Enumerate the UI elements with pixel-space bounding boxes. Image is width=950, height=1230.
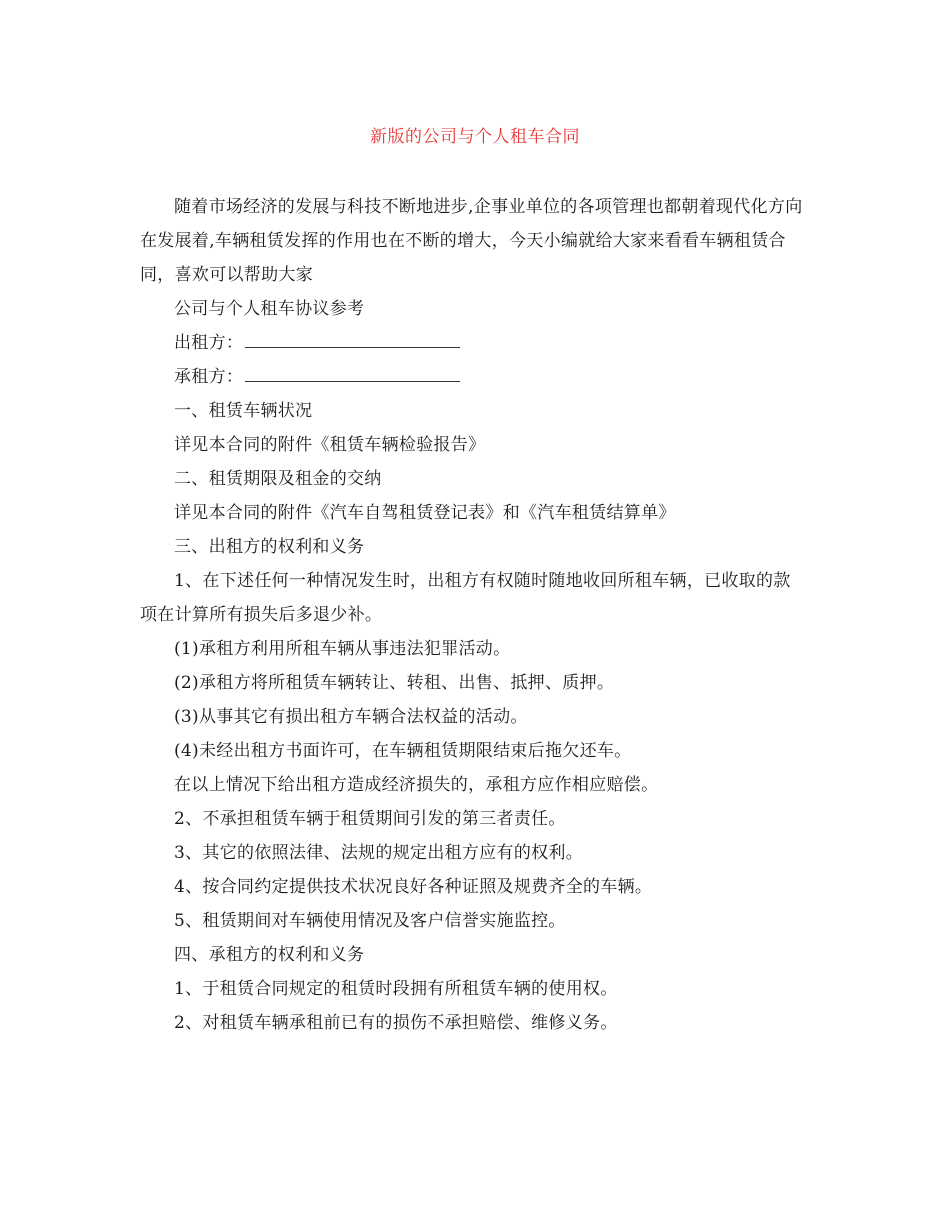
clause-paragraph: 一、租赁车辆状况 bbox=[174, 401, 313, 421]
document-title: 新版的公司与个人租车合同 bbox=[370, 127, 580, 147]
lessee-line bbox=[140, 360, 805, 394]
clause-paragraph: (4)未经出租方书面许可，在车辆租赁期限结束后拖欠还车。 bbox=[174, 741, 632, 761]
clause-paragraph: 2、不承担租赁车辆于租赁期间引发的第三者责任。 bbox=[174, 809, 566, 829]
intro-paragraph: 随着市场经济的发展与科技不断地进步,企事业单位的各项管理也都朝着现代化方向在发展着,车辆租赁发挥的作用也在不断的增大，今天小编就给大家来看看车辆租赁合同，喜欢可以帮助大家 bbox=[140, 197, 803, 285]
lessor-blank bbox=[245, 329, 460, 348]
lessee-label: 承租方： bbox=[174, 367, 244, 387]
document-body bbox=[140, 190, 805, 1040]
clause-paragraph: (1)承租方利用所租车辆从事违法犯罪活动。 bbox=[174, 639, 511, 659]
clause-paragraph: 三、出租方的权利和义务 bbox=[174, 537, 365, 557]
clause-paragraph: 二、租赁期限及租金的交纳 bbox=[174, 469, 382, 489]
lessor-line bbox=[140, 326, 805, 360]
clause-paragraph: 3、其它的依照法律、法规的规定出租方应有的权利。 bbox=[174, 843, 584, 863]
clause-paragraph: 5、租赁期间对车辆使用情况及客户信誉实施监控。 bbox=[174, 911, 566, 931]
clause-paragraph: 详见本合同的附件《租赁车辆检验报告》 bbox=[174, 435, 486, 455]
lessee-blank bbox=[245, 363, 460, 382]
agreement-subtitle: 公司与个人租车协议参考 bbox=[174, 299, 365, 319]
clause-paragraph: (3)从事其它有损出租方车辆合法权益的活动。 bbox=[174, 707, 528, 727]
clause-paragraph: (2)承租方将所租赁车辆转让、转租、出售、抵押、质押。 bbox=[174, 673, 615, 693]
clause-paragraph: 2、对租赁车辆承租前已有的损伤不承担赔偿、维修义务。 bbox=[174, 1013, 618, 1033]
clause-paragraph: 1、在下述任何一种情况发生时，出租方有权随时随地收回所租车辆，已收取的款项在计算所有损失后多退少补。 bbox=[140, 571, 791, 625]
lessor-label: 出租方： bbox=[174, 333, 244, 353]
clause-paragraph: 4、按合同约定提供技术状况良好各种证照及规费齐全的车辆。 bbox=[174, 877, 653, 897]
clause-paragraph: 详见本合同的附件《汽车自驾租赁登记表》和《汽车租赁结算单》 bbox=[174, 503, 676, 523]
clause-paragraph: 在以上情况下给出租方造成经济损失的，承租方应作相应赔偿。 bbox=[174, 775, 659, 795]
clause-paragraph: 四、承租方的权利和义务 bbox=[174, 945, 365, 965]
clause-paragraph: 1、于租赁合同规定的租赁时段拥有所租赁车辆的使用权。 bbox=[174, 979, 618, 999]
